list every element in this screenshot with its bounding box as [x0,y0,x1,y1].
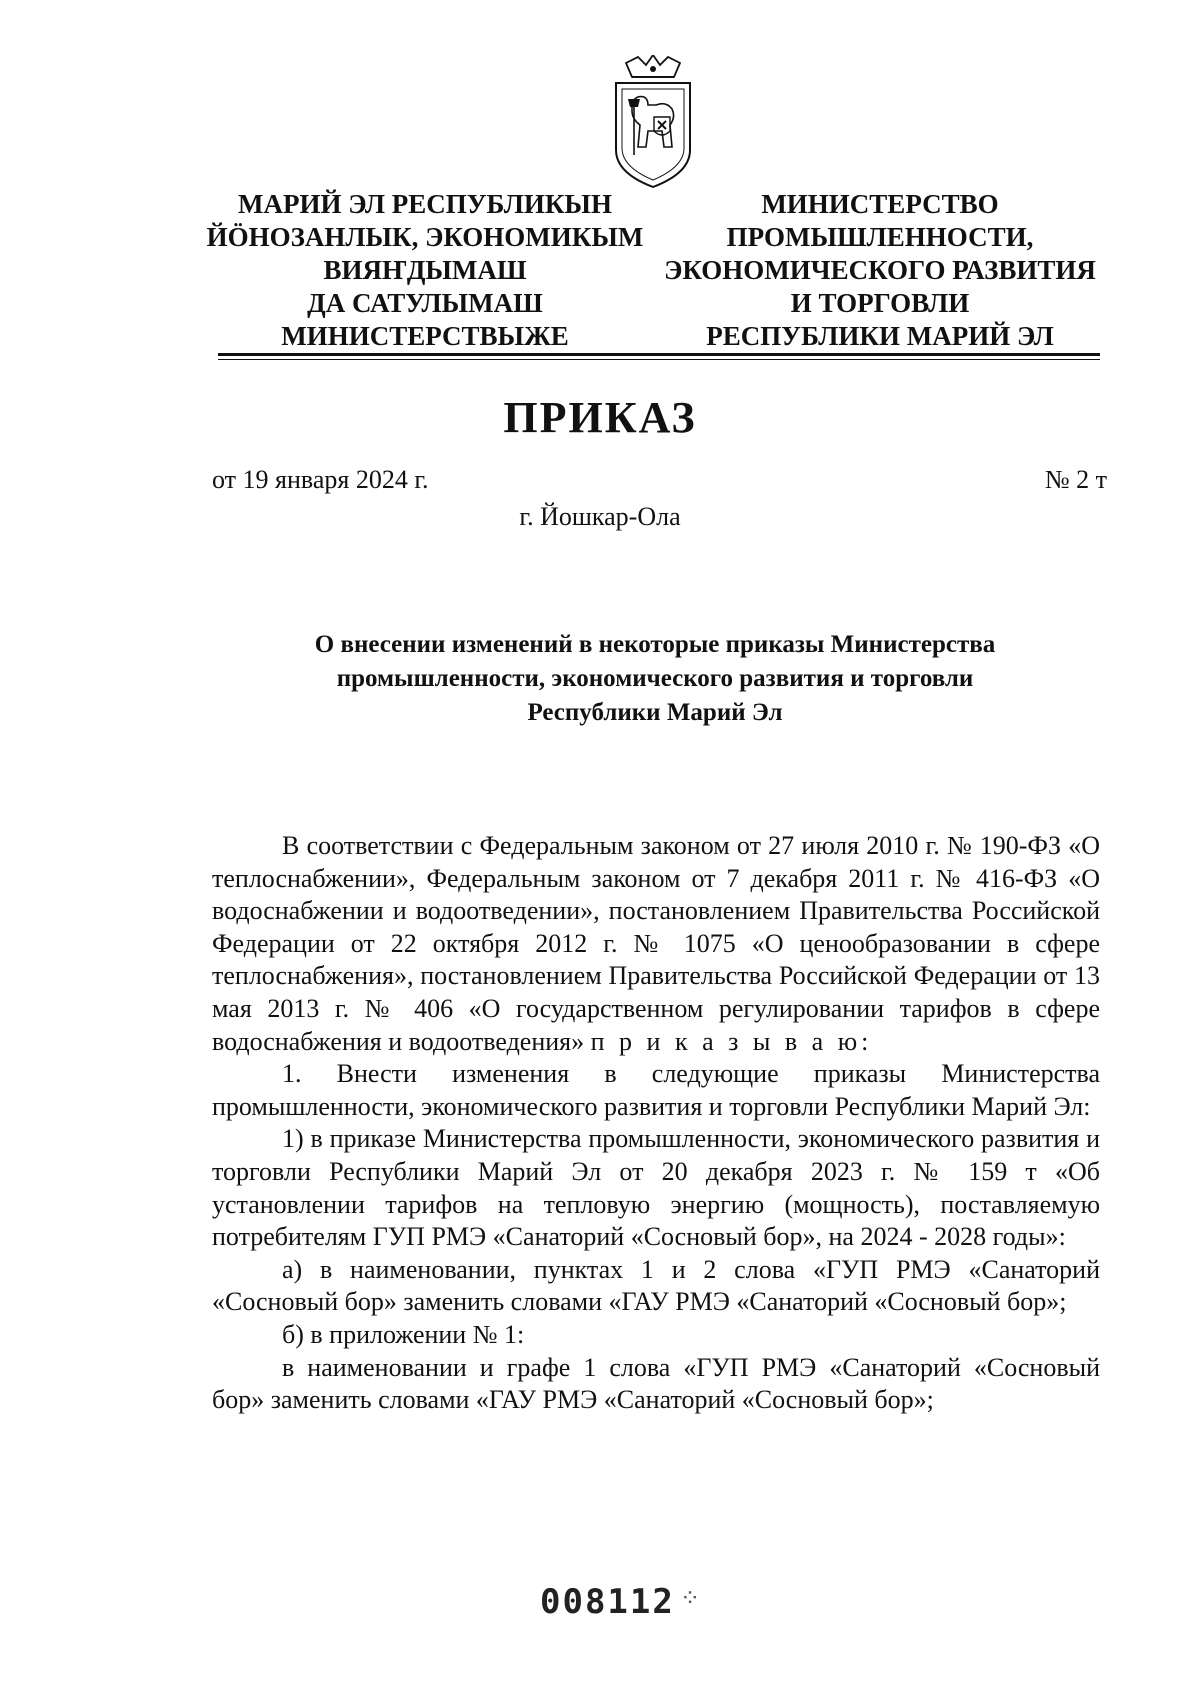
subject-line: О внесении изменений в некоторые приказы Министерства [314,631,996,658]
document-title: ПРИКАЗ [503,393,697,442]
header-divider-thin [218,359,1100,360]
serial-mark-icon: ⁘ [680,1586,701,1612]
preamble-text: В соответствии с Федеральным законом от 27 июля 2010 г. № 190-ФЗ «О теплоснабжении», Федеральным законом от 7 декабря 2011 г. № 416-ФЗ «О водоснабжении и водоотведении», постановлением Правительства Российской Федерации от 22 октября 2012 г. № 1075 «О ценообразовании в сфере теплоснабжения», постановлением Правительства Российской Федерации от 13 мая 2013 г. № 406 «О государственном регулировании тарифов в сфере водоснабжения и водоотведения» [212,831,1100,1056]
header-left-line: МИНИСТЕРСТВЫЖЕ [281,321,569,351]
header-left-line: ЙӦНОЗАНЛЫК, ЭКОНОМИКЫМ [206,222,644,252]
header-divider-thick [218,353,1100,356]
document-city: г. Йошкар-Ола [519,502,681,531]
header-left-mari [200,188,650,353]
header-left-line: ВИЯҤДЫМАШ [323,255,527,285]
document-number: № 2 т [1044,465,1107,494]
header-right-line: МИНИСТЕРСТВО [761,189,999,219]
body-paragraph-1: 1. Внести изменения в следующие приказы Министерства промышленности, экономического развития и торговли Республики Марий Эл: [212,1059,1100,1121]
body-paragraph-preamble [212,830,1100,1058]
header-right-line: ЭКОНОМИЧЕСКОГО РАЗВИТИЯ [664,255,1096,285]
header-left-line: ДА САТУЛЫМАШ [307,288,543,318]
header-right-russian [660,188,1100,353]
document-subject [200,628,1110,730]
body-paragraph-a: а) в наименовании, пунктах 1 и 2 слова «ГУП РМЭ «Санаторий «Сосновый бор» заменить словами «ГАУ РМЭ «Санаторий «Сосновый бор»; [212,1254,1100,1317]
form-serial-number: 008112 [540,1582,675,1622]
body-paragraph-b-1: в наименовании и графе 1 слова «ГУП РМЭ «Санаторий «Сосновый бор» заменить словами «ГАУ РМЭ «Санаторий «Сосновый бор»; [212,1352,1100,1415]
header-right-line: ПРОМЫШЛЕННОСТИ, [726,222,1034,252]
body-paragraph-b: б) в приложении № 1: [282,1319,525,1349]
header-right-line: РЕСПУБЛИКИ МАРИЙ ЭЛ [706,321,1054,351]
document-body [212,830,1100,1417]
body-paragraph-1-1: 1) в приказе Министерства промышленности, экономического развития и торговли Республики Марий Эл от 20 декабря 2023 г. № 159 т «Об установлении тарифов на тепловую энергию (мощность), поставляемую потребителям ГУП РМЭ «Санаторий «Сосновый бор», на 2024 - 2028 годы»: [212,1124,1100,1252]
header-left-line: МАРИЙ ЭЛ РЕСПУБЛИКЫН [238,189,612,219]
subject-line: Республики Марий Эл [527,699,783,726]
subject-line: промышленности, экономического развития и торговли [336,665,974,692]
coat-of-arms-emblem [608,55,698,190]
header-right-line: И ТОРГОВЛИ [790,288,970,318]
order-word: п р и к а з ы в а ю: [590,1026,873,1056]
document-date: от 19 января 2024 г. [212,465,429,494]
